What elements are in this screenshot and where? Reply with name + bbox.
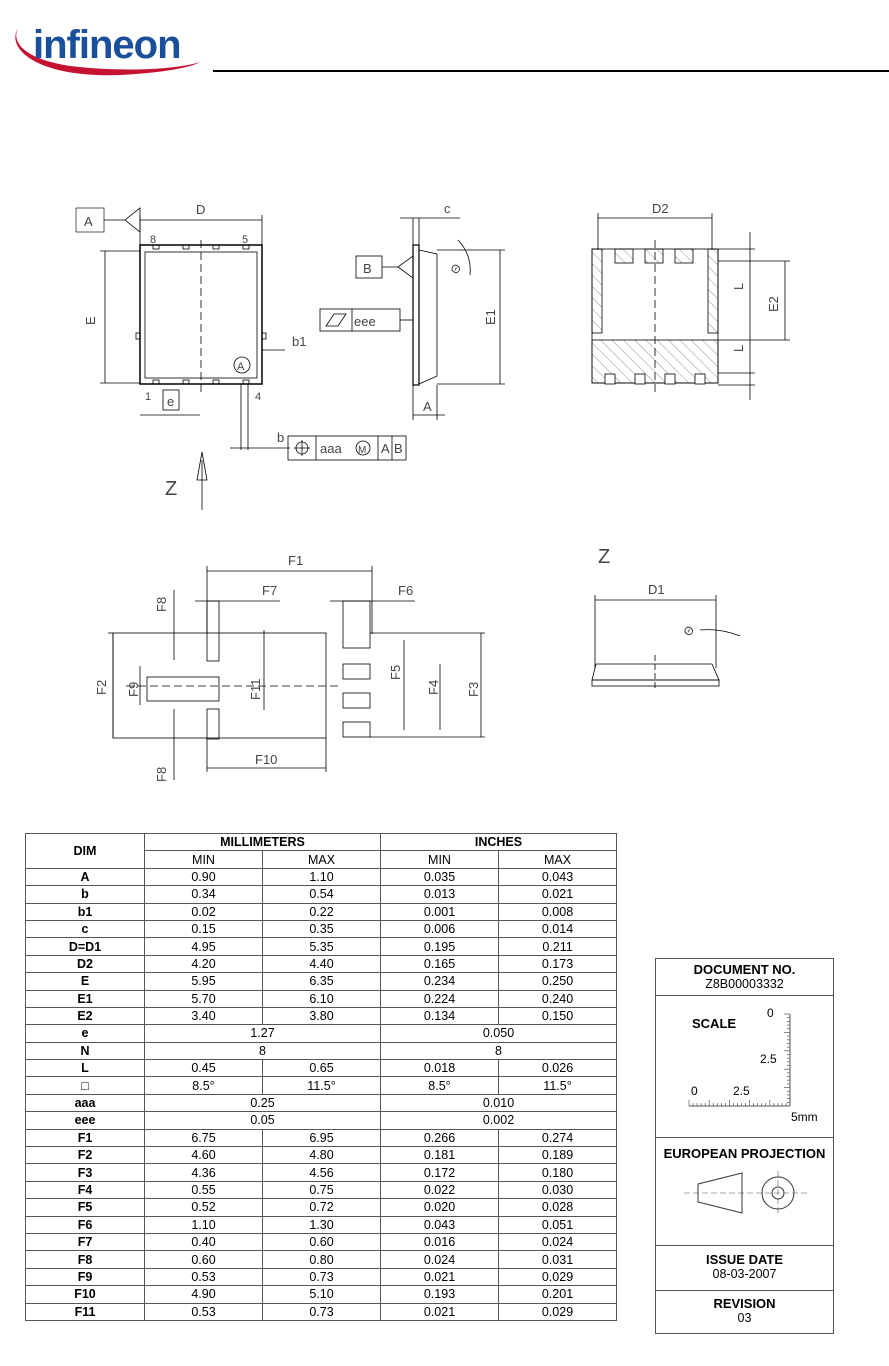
svg-text:e: e — [167, 394, 175, 409]
value-cell: 0.189 — [499, 1147, 617, 1164]
value-cell: 0.035 — [381, 868, 499, 885]
table-row — [26, 1077, 617, 1094]
dim-cell: A — [26, 868, 145, 885]
table-row — [26, 1112, 617, 1129]
value-cell: 0.021 — [381, 1303, 499, 1320]
svg-text:Θ: Θ — [447, 261, 465, 277]
projection-symbol — [656, 1161, 833, 1231]
value-cell: 4.56 — [263, 1164, 381, 1181]
value-cell: 0.001 — [381, 903, 499, 920]
value-cell: 0.134 — [381, 1007, 499, 1024]
value-cell: 0.022 — [381, 1181, 499, 1198]
value-cell: 0.266 — [381, 1129, 499, 1146]
svg-text:D: D — [196, 202, 206, 217]
scale-25-vertical: 2.5 — [760, 1052, 777, 1066]
svg-text:F4: F4 — [426, 679, 441, 695]
svg-text:E2: E2 — [766, 296, 781, 312]
value-cell: 4.80 — [263, 1147, 381, 1164]
value-cell: 0.60 — [263, 1233, 381, 1250]
value-cell: 1.27 — [145, 1025, 381, 1042]
value-cell: 0.029 — [499, 1303, 617, 1320]
issue-date-label: ISSUE DATE — [705, 1252, 784, 1267]
value-cell: 0.165 — [381, 955, 499, 972]
svg-text:F11: F11 — [248, 678, 263, 700]
side-view — [320, 201, 505, 420]
projection-section — [656, 1138, 833, 1246]
svg-text:D2: D2 — [652, 201, 669, 216]
table-row — [26, 1251, 617, 1268]
issue-date: 08-03-2007 — [712, 1267, 777, 1281]
svg-text:eee: eee — [354, 314, 376, 329]
table-row — [26, 1147, 617, 1164]
dim-cell: □ — [26, 1077, 145, 1094]
value-cell: 0.65 — [263, 1060, 381, 1077]
document-no: Z8B00003332 — [705, 977, 784, 991]
value-cell: 0.021 — [499, 886, 617, 903]
value-cell: 0.024 — [381, 1251, 499, 1268]
dim-cell: F11 — [26, 1303, 145, 1320]
svg-text:F5: F5 — [388, 664, 403, 680]
dim-cell: L — [26, 1060, 145, 1077]
dim-cell: E2 — [26, 1007, 145, 1024]
svg-text:A: A — [423, 399, 432, 414]
z-view — [592, 546, 740, 690]
svg-text:E1: E1 — [483, 309, 498, 325]
svg-text:c: c — [444, 201, 451, 216]
value-cell: 3.80 — [263, 1007, 381, 1024]
footprint — [94, 553, 485, 782]
value-cell: 0.40 — [145, 1233, 263, 1250]
value-cell: 0.53 — [145, 1268, 263, 1285]
table-row — [26, 920, 617, 937]
value-cell: 0.193 — [381, 1286, 499, 1303]
value-cell: 5.70 — [145, 990, 263, 1007]
value-cell: 0.172 — [381, 1164, 499, 1181]
document-no-section — [656, 959, 833, 996]
table-row — [26, 1199, 617, 1216]
svg-text:F8: F8 — [154, 766, 169, 782]
scale-0-top: 0 — [767, 1006, 774, 1020]
value-cell: 8 — [145, 1042, 381, 1059]
value-cell: 3.40 — [145, 1007, 263, 1024]
value-cell: 0.60 — [145, 1251, 263, 1268]
dim-cell: F10 — [26, 1286, 145, 1303]
value-cell: 1.30 — [263, 1216, 381, 1233]
value-cell: 0.72 — [263, 1199, 381, 1216]
value-cell: 0.224 — [381, 990, 499, 1007]
table-row — [26, 1268, 617, 1285]
value-cell: 0.55 — [145, 1181, 263, 1198]
value-cell: 0.008 — [499, 903, 617, 920]
svg-text:A: A — [381, 441, 390, 456]
inches-header: INCHES — [381, 834, 617, 851]
dim-cell: F6 — [26, 1216, 145, 1233]
value-cell: 0.211 — [499, 938, 617, 955]
value-cell: 6.95 — [263, 1129, 381, 1146]
dim-cell: E1 — [26, 990, 145, 1007]
dim-cell: aaa — [26, 1094, 145, 1111]
table-row — [26, 955, 617, 972]
value-cell: 0.010 — [381, 1094, 617, 1111]
scale-0: 0 — [691, 1084, 698, 1098]
dimension-table-body — [26, 868, 617, 1320]
dim-cell: F3 — [26, 1164, 145, 1181]
bottom-view — [592, 201, 790, 400]
value-cell: 6.75 — [145, 1129, 263, 1146]
table-row — [26, 938, 617, 955]
svg-text:F6: F6 — [398, 583, 414, 598]
value-cell: 0.15 — [145, 920, 263, 937]
value-cell: 0.73 — [263, 1303, 381, 1320]
value-cell: 0.050 — [381, 1025, 617, 1042]
value-cell: 0.014 — [499, 920, 617, 937]
logo-text: infineon — [33, 23, 181, 67]
value-cell: 0.013 — [381, 886, 499, 903]
svg-text:1: 1 — [145, 391, 152, 403]
svg-text:M: M — [358, 445, 367, 456]
value-cell: 1.10 — [145, 1216, 263, 1233]
table-row — [26, 903, 617, 920]
value-cell: 6.35 — [263, 973, 381, 990]
svg-text:F7: F7 — [262, 583, 278, 598]
value-cell: 0.180 — [499, 1164, 617, 1181]
svg-text:A: A — [237, 361, 245, 373]
value-cell: 0.52 — [145, 1199, 263, 1216]
svg-text:L: L — [731, 282, 746, 290]
dim-cell: F2 — [26, 1147, 145, 1164]
table-row — [26, 1181, 617, 1198]
svg-text:F10: F10 — [255, 752, 278, 767]
scale-label: SCALE — [692, 1016, 737, 1031]
svg-text:F1: F1 — [288, 553, 304, 568]
mm-max-header: MAX — [263, 851, 381, 868]
value-cell: 0.181 — [381, 1147, 499, 1164]
value-cell: 0.018 — [381, 1060, 499, 1077]
value-cell: 4.95 — [145, 938, 263, 955]
dim-cell: b — [26, 886, 145, 903]
revision-label: REVISION — [713, 1296, 776, 1311]
table-row — [26, 868, 617, 885]
svg-text:B: B — [363, 261, 372, 276]
svg-text:F2: F2 — [94, 679, 109, 695]
value-cell: 0.54 — [263, 886, 381, 903]
value-cell: 0.02 — [145, 903, 263, 920]
value-cell: 0.002 — [381, 1112, 617, 1129]
value-cell: 11.5° — [263, 1077, 381, 1094]
value-cell: 0.043 — [381, 1216, 499, 1233]
svg-text:B: B — [394, 441, 403, 456]
table-row — [26, 1164, 617, 1181]
value-cell: 0.051 — [499, 1216, 617, 1233]
mm-min-header: MIN — [145, 851, 263, 868]
value-cell: 0.201 — [499, 1286, 617, 1303]
dimension-table — [25, 833, 617, 1321]
table-row — [26, 1025, 617, 1042]
dim-header: DIM — [26, 834, 145, 869]
svg-text:E: E — [83, 316, 98, 325]
table-row — [26, 990, 617, 1007]
in-min-header: MIN — [381, 851, 499, 868]
value-cell: 5.10 — [263, 1286, 381, 1303]
svg-text:Z: Z — [598, 546, 611, 568]
title-block — [655, 958, 834, 1334]
value-cell: 0.35 — [263, 920, 381, 937]
svg-text:b: b — [277, 430, 285, 445]
document-no-label: DOCUMENT NO. — [693, 962, 796, 977]
table-row — [26, 886, 617, 903]
in-max-header: MAX — [499, 851, 617, 868]
dim-cell: N — [26, 1042, 145, 1059]
value-cell: 6.10 — [263, 990, 381, 1007]
value-cell: 0.73 — [263, 1268, 381, 1285]
value-cell: 0.043 — [499, 868, 617, 885]
table-row — [26, 973, 617, 990]
table-row — [26, 1216, 617, 1233]
value-cell: 0.240 — [499, 990, 617, 1007]
svg-text:F3: F3 — [466, 681, 481, 697]
dim-cell: F7 — [26, 1233, 145, 1250]
projection-label: EUROPEAN PROJECTION — [663, 1146, 826, 1161]
value-cell: 0.026 — [499, 1060, 617, 1077]
value-cell: 4.60 — [145, 1147, 263, 1164]
value-cell: 0.34 — [145, 886, 263, 903]
value-cell: 5.35 — [263, 938, 381, 955]
table-row — [26, 1094, 617, 1111]
value-cell: 0.274 — [499, 1129, 617, 1146]
value-cell: 8.5° — [145, 1077, 263, 1094]
millimeters-header: MILLIMETERS — [145, 834, 381, 851]
dim-cell: F8 — [26, 1251, 145, 1268]
value-cell: 0.195 — [381, 938, 499, 955]
svg-text:F8: F8 — [154, 596, 169, 612]
svg-text:A: A — [84, 214, 93, 229]
value-cell: 0.031 — [499, 1251, 617, 1268]
value-cell: 8.5° — [381, 1077, 499, 1094]
value-cell: 0.53 — [145, 1303, 263, 1320]
scale-25-horizontal: 2.5 — [733, 1084, 750, 1098]
dim-cell: e — [26, 1025, 145, 1042]
value-cell: 0.90 — [145, 868, 263, 885]
table-row — [26, 1303, 617, 1320]
svg-text:D1: D1 — [648, 582, 665, 597]
value-cell: 11.5° — [499, 1077, 617, 1094]
value-cell: 0.024 — [499, 1233, 617, 1250]
value-cell: 0.030 — [499, 1181, 617, 1198]
table-row — [26, 1233, 617, 1250]
svg-text:aaa: aaa — [320, 441, 342, 456]
dim-cell: F4 — [26, 1181, 145, 1198]
value-cell: 0.234 — [381, 973, 499, 990]
value-cell: 0.029 — [499, 1268, 617, 1285]
top-view — [76, 202, 406, 510]
svg-text:5: 5 — [242, 234, 249, 246]
svg-text:8: 8 — [150, 234, 157, 246]
value-cell: 0.75 — [263, 1181, 381, 1198]
value-cell: 0.80 — [263, 1251, 381, 1268]
scale-section — [656, 996, 833, 1138]
value-cell: 0.250 — [499, 973, 617, 990]
scale-5mm: 5mm — [791, 1110, 818, 1124]
dim-cell: D=D1 — [26, 938, 145, 955]
table-row — [26, 1007, 617, 1024]
svg-text:Θ: Θ — [680, 623, 698, 639]
table-row — [26, 1060, 617, 1077]
svg-text:L: L — [731, 344, 746, 352]
value-cell: 0.25 — [145, 1094, 381, 1111]
issue-date-section — [656, 1246, 833, 1291]
value-cell: 0.016 — [381, 1233, 499, 1250]
value-cell: 0.05 — [145, 1112, 381, 1129]
revision: 03 — [737, 1311, 752, 1325]
value-cell: 0.028 — [499, 1199, 617, 1216]
dim-cell: eee — [26, 1112, 145, 1129]
revision-section — [656, 1291, 833, 1333]
value-cell: 0.020 — [381, 1199, 499, 1216]
value-cell: 0.150 — [499, 1007, 617, 1024]
value-cell: 0.021 — [381, 1268, 499, 1285]
dim-cell: E — [26, 973, 145, 990]
value-cell: 0.22 — [263, 903, 381, 920]
value-cell: 1.10 — [263, 868, 381, 885]
value-cell: 4.40 — [263, 955, 381, 972]
dim-cell: D2 — [26, 955, 145, 972]
svg-text:b1: b1 — [292, 334, 307, 349]
svg-text:F9: F9 — [126, 681, 141, 697]
value-cell: 4.36 — [145, 1164, 263, 1181]
dim-cell: F1 — [26, 1129, 145, 1146]
dim-cell: F5 — [26, 1199, 145, 1216]
value-cell: 0.006 — [381, 920, 499, 937]
table-row — [26, 1042, 617, 1059]
dim-cell: b1 — [26, 903, 145, 920]
value-cell: 0.173 — [499, 955, 617, 972]
table-row — [26, 1286, 617, 1303]
dim-cell: c — [26, 920, 145, 937]
value-cell: 4.20 — [145, 955, 263, 972]
dim-cell: F9 — [26, 1268, 145, 1285]
svg-text:Z: Z — [165, 478, 178, 500]
value-cell: 0.45 — [145, 1060, 263, 1077]
table-row — [26, 1129, 617, 1146]
svg-text:4: 4 — [255, 391, 262, 403]
value-cell: 5.95 — [145, 973, 263, 990]
value-cell: 8 — [381, 1042, 617, 1059]
value-cell: 4.90 — [145, 1286, 263, 1303]
